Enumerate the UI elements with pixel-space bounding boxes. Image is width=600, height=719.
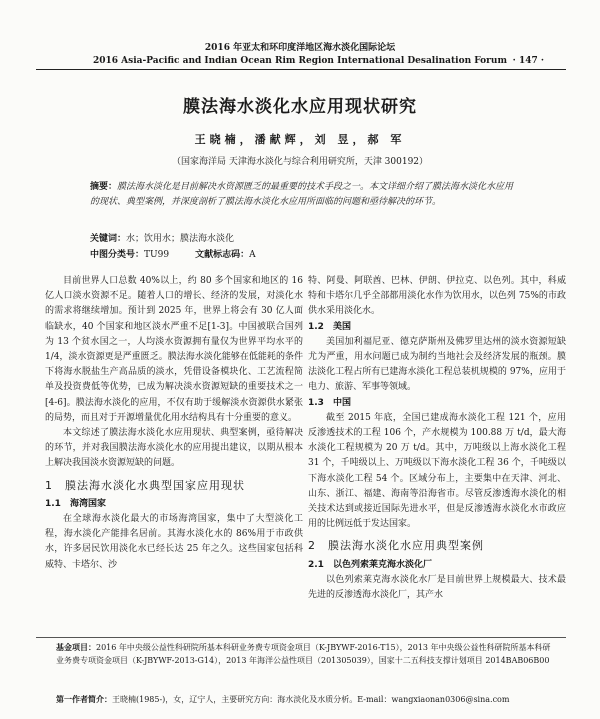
- author-bio-label: 第一作者简介：: [56, 694, 112, 704]
- keywords-label: 关键词：: [90, 234, 127, 244]
- funding-label: 基金项目：: [56, 642, 96, 652]
- continued-text: 特、阿曼、阿联酋、巴林、伊朗、伊拉克、以色列。其中，科威特和卡塔尔几乎全部都用淡化水作为饮用水，以色列 75%的市政供水采用淡化水。: [308, 276, 566, 317]
- doc-code-value: A: [249, 250, 256, 260]
- classification-value: TU99: [144, 250, 170, 260]
- subsection-2-1-text: 以色列索莱克海水淡化水厂是目前世界上规模最大、技术最先进的反渗透海水淡化厂，其产水: [308, 574, 566, 601]
- intro-paragraph-2: 本文综述了膜法海水淡化水应用现状、典型案例，亟待解决的环节，并对我国膜法海水淡化水的应用提出建议，以期从根本上解决我国淡水资源短缺的问题。: [45, 428, 303, 469]
- subsection-1-1-heading: 1.1 海湾国家: [45, 498, 106, 509]
- authors: 王晓楠，潘献辉，刘 昱，郝 军: [194, 133, 406, 146]
- right-column: [308, 274, 566, 603]
- subsection-1-3-text: 截至 2015 年底，全国已建成海水淡化工程 121 个，应用反渗透技术的工程 106 个，产水规模为 100.88 万 t/d，最大海水淡化工程规模为 20 万 t/d。其中，万吨级以上海水淡化工程 31 个，千吨级以上、万吨级以下海水淡化工程 36 个，千吨级以下海水淡化工程 54 个。区域分布上，主要集中在天津、河北、山东、浙江、福建、海南等沿海省市。尽管反渗透海水淡化的相关技术达到或接近国际先进水平，但是反渗透海水淡化水市政应用的比例远低于发达国家。: [308, 412, 566, 530]
- funding-text: 2016 年中央级公益性科研院所基本科研业务费专项资金项目（K-JBYWF-2016-T15），2013 年中央级公益性科研院所基本科研业务费专项资金项目（K-JBYWF-2013-G14），2013 年海洋公益性项目（201305039），国家十二五科技支撑计划项目 2014BAB06B00: [56, 643, 551, 665]
- footnote-rule: [36, 637, 566, 638]
- doc-code-label: 文献标志码：: [195, 250, 250, 260]
- conference-header-cn: 2016 年亚太和环印度洋地区海水淡化国际论坛: [204, 43, 396, 53]
- abstract-label: 摘要：: [90, 182, 118, 192]
- page-number: · 147 ·: [512, 56, 544, 66]
- intro-paragraph-1: 目前世界人口总数 40%以上，约 80 多个国家和地区的 16 亿人口淡水资源不足。随着人口的增长、经济的发展，对淡化水的需求将继续增加。预计到 2025 年，世界上将会有 30 亿人面临缺水，40 个国家和地区淡水严重不足[1-3]。中国被联合国列为 13 个贫水国之一，人均淡水资源拥有量仅为世界平均水平的 1/4，淡水资源更是严重匮乏。膜法海水淡化能够在低能耗的条件下将海水脱盐生产高品质的淡水，凭借设备模块化、工艺流程简单及投资费低等优势，已成为解决淡水资源短缺的重要技术之一[4-6]。膜法海水淡化的应用，不仅有助于缓解淡水资源供水紧张的局势，而且对于开源增量优化用水结构具有十分重要的意义。: [45, 276, 303, 423]
- section-1-heading: 1 膜法海水淡化水典型国家应用现状: [45, 478, 245, 492]
- author-bio-text: 王晓楠(1985-)，女，辽宁人，主要研究方向：海水淡化及水质分析。E-mail：wangxiaonan0306@sina.com: [112, 695, 510, 704]
- funding-footnote: [56, 641, 556, 667]
- abstract: [90, 180, 520, 210]
- subsection-1-3-heading: 1.3 中国: [308, 397, 351, 408]
- keywords: [90, 233, 520, 246]
- header-rule: [36, 69, 566, 70]
- subsection-1-2-heading: 1.2 美国: [308, 321, 351, 332]
- keywords-text: 水；饮用水；膜法海水淡化: [126, 234, 235, 244]
- section-2-heading: 2 膜法海水淡化水应用典型案例: [308, 539, 484, 553]
- classification-label: 中图分类号：: [90, 250, 145, 260]
- subsection-1-1-text: 在全球海水淡化最大的市场海湾国家，集中了大型淡化工程，海水淡化产能排名居前。其海水淡化水的 86%用于市政供水，许多居民饮用淡化水已经长达 25 年之久。这些国家包括科威特、卡塔尔、沙: [45, 514, 303, 570]
- abstract-text: 膜法海水淡化是目前解决水资源匮乏的最重要的技术手段之一。本文详细介绍了膜法海水淡化水应用的现状、典型案例，并深度剖析了膜法海水淡化水应用所面临的问题和亟待解决的环节。: [90, 182, 514, 207]
- affiliation: （国家海洋局 天津海水淡化与综合利用研究所，天津 300192）: [171, 157, 429, 167]
- subsection-1-2-text: 美国加利福尼亚、德克萨斯州及佛罗里达州的淡水资源短缺尤为严重，用水问题已成为制约当地社会及经济发展的瓶颈。膜法淡化工程占所有已建海水淡化工程总装机规模的 97%，应用于电力、旅游、军事等领域。: [308, 336, 566, 393]
- classification: [90, 249, 520, 262]
- left-column: [45, 274, 303, 573]
- paper-title: 膜法海水淡化水应用现状研究: [183, 97, 417, 117]
- subsection-2-1-heading: 2.1 以色列索莱克海水淡化厂: [308, 559, 432, 570]
- author-footnote: [56, 693, 556, 706]
- conference-header-en: 2016 Asia-Pacific and Indian Ocean Rim Region International Desalination Forum: [93, 56, 507, 66]
